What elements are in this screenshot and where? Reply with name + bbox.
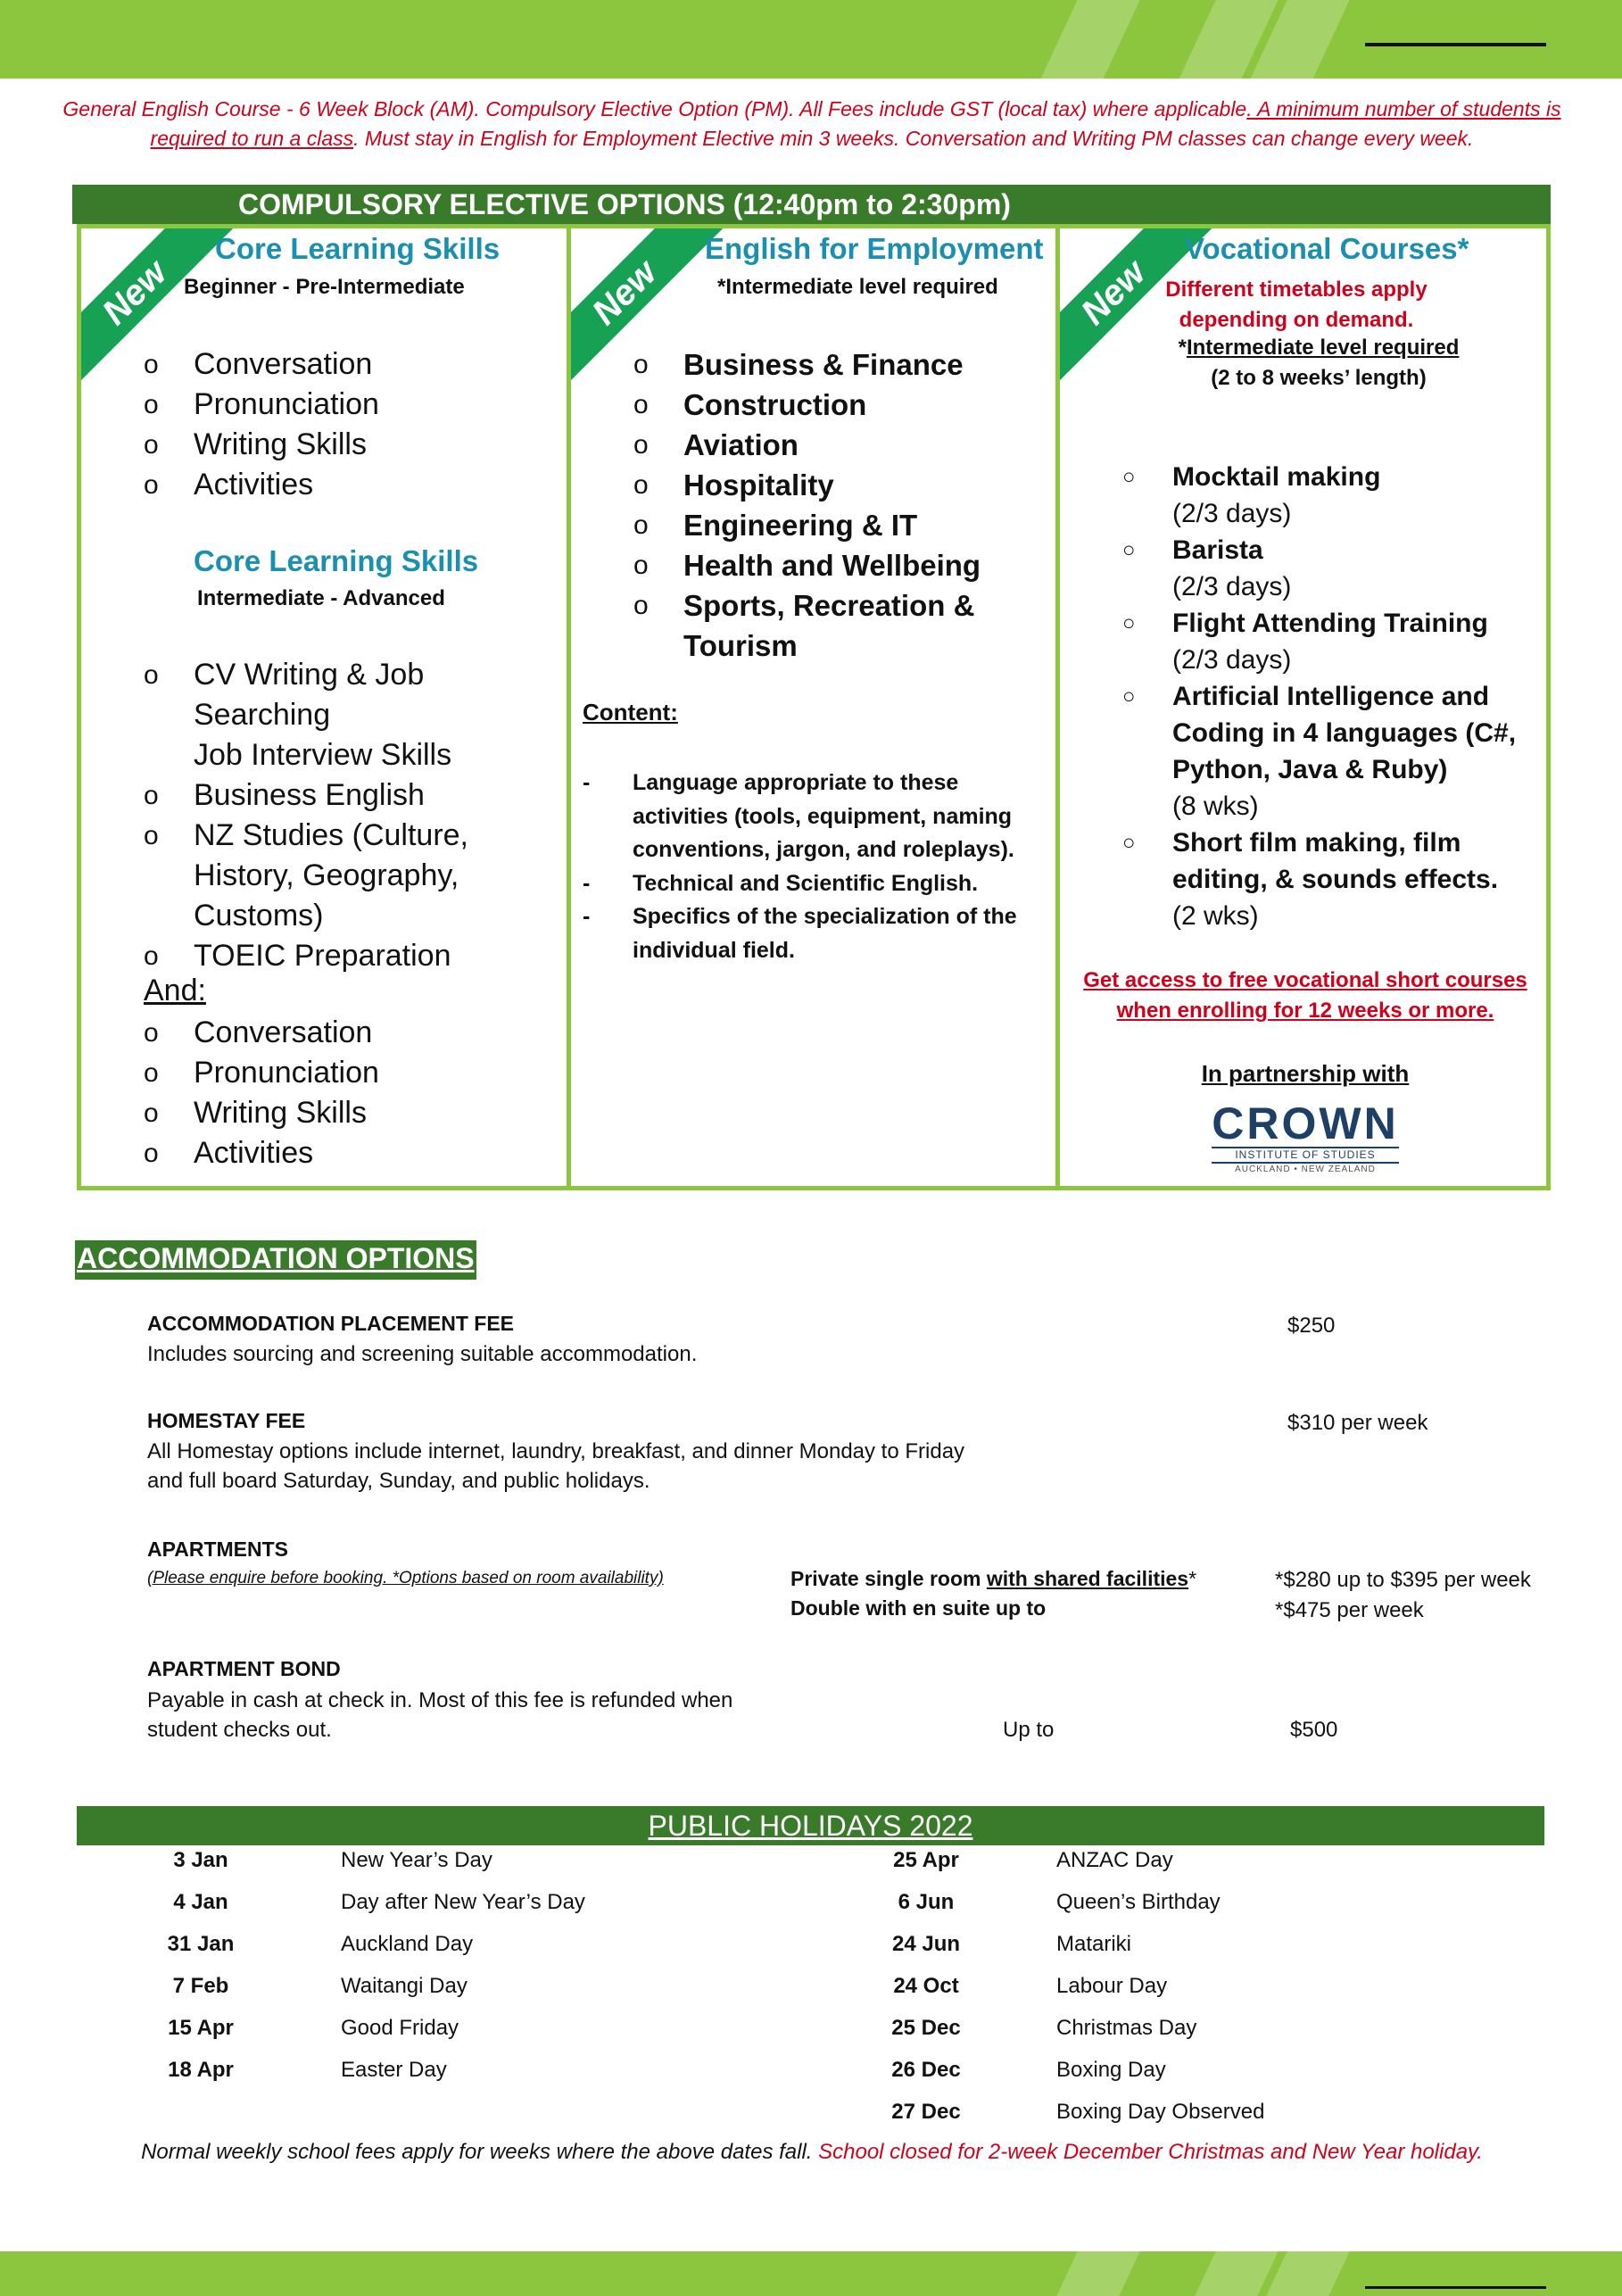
list-item: - Specifics of the specialization of the — [583, 904, 1017, 929]
holiday-name: Waitangi Day — [341, 1974, 468, 1998]
bottom-banner — [0, 2251, 1622, 2296]
core-beginner-list — [144, 344, 379, 505]
new-ribbon: New — [1055, 224, 1212, 392]
list-item: ○ Short film making, film editing, & sounds effects. (2 wks) — [1122, 828, 1499, 931]
holiday-name: ANZAC Day — [1056, 1848, 1173, 1872]
holiday-date: 4 Jan — [173, 1890, 228, 1914]
holiday-date: 18 Apr — [168, 2058, 234, 2082]
list-item: History, Geography, — [194, 858, 459, 892]
list-item: o Pronunciation — [144, 1056, 379, 1090]
list-item: ○ Artificial Intelligence and Coding in 4 languages (C#, Python, Java & Ruby) (8 wks) — [1122, 682, 1517, 821]
and-label: And: — [144, 974, 206, 1007]
intro-part-3: . Must stay in English for Employment Elective min 3 weeks. Conversation and Writing PM classes can change every week. — [353, 127, 1474, 150]
new-ribbon: New — [77, 224, 234, 392]
holiday-name: Matariki — [1056, 1932, 1132, 1956]
list-item: o Engineering & IT — [633, 509, 918, 542]
holiday-name: Easter Day — [341, 2058, 447, 2082]
list-item: Job Interview Skills — [194, 738, 452, 772]
apartment-bond-description: Payable in cash at check in. Most of this fee is refunded when student checks out. — [147, 1688, 733, 1742]
list-item: - Technical and Scientific English. — [583, 870, 979, 896]
crown-logo-text: CROWN — [1212, 1098, 1399, 1148]
column-title: Vocational Courses* — [1185, 232, 1469, 265]
column-subtitle: *Intermediate level required — [717, 275, 998, 299]
free-courses-note: Get access to free vocational short courses when enrolling for 12 weeks or more. — [1083, 968, 1527, 1023]
apartment-bond-upto: Up to — [1003, 1718, 1055, 1742]
level-requirement: *Intermediate level required — [1178, 336, 1460, 360]
list-item: ○ Flight Attending Training (2/3 days) — [1122, 609, 1488, 675]
list-item: o Writing Skills — [144, 427, 367, 461]
banner-stripe — [1011, 0, 1148, 79]
holiday-name: Boxing Day Observed — [1056, 2100, 1265, 2124]
list-item: o CV Writing & Job Searching — [144, 658, 425, 732]
elective-column-english-employment — [567, 224, 1060, 1190]
holiday-name: Christmas Day — [1056, 2016, 1197, 2040]
banner-stripe — [1149, 2251, 1287, 2296]
banner-stripe — [1011, 2251, 1148, 2296]
list-item: o Construction — [633, 388, 867, 421]
apartment-price-single: *$280 up to $395 per week — [1275, 1568, 1531, 1592]
footer-note-text: Normal weekly school fees apply for weeks where the above dates fall. — [141, 2140, 819, 2164]
holiday-date: 24 Oct — [893, 1974, 959, 1998]
apartment-option-double: Double with en suite up to — [790, 1596, 1047, 1620]
list-item: o Hospitality — [633, 468, 834, 501]
homestay-fee-description: All Homestay options include internet, laundry, breakfast, and dinner Monday to Friday and full board Saturday, Sunday, and public holidays. — [147, 1439, 965, 1493]
apartment-price-double: *$475 per week — [1275, 1598, 1424, 1622]
holiday-date: 27 Dec — [891, 2100, 961, 2124]
holiday-name: Good Friday — [341, 2016, 459, 2040]
timetable-note: Different timetables apply depending on demand. — [1165, 278, 1428, 332]
crown-logo-location: AUCKLAND • NEW ZEALAND — [1235, 1165, 1376, 1174]
list-item: o TOEIC Preparation — [144, 939, 451, 973]
footer-closure-text: School closed for 2-week December Christmas and New Year holiday. — [818, 2140, 1483, 2164]
holiday-name: Boxing Day — [1056, 2058, 1166, 2082]
homestay-fee-price: $310 per week — [1287, 1411, 1428, 1435]
column-subtitle-2: Intermediate - Advanced — [197, 586, 445, 610]
column-title: English for Employment — [705, 232, 1044, 265]
course-length: (2 to 8 weeks’ length) — [1211, 366, 1427, 390]
placement-fee-title: ACCOMMODATION PLACEMENT FEE — [147, 1312, 515, 1335]
holiday-footer-note — [54, 2140, 1570, 2165]
column-title-2: Core Learning Skills — [194, 544, 479, 577]
column-subtitle: Beginner - Pre-Intermediate — [184, 275, 465, 299]
holiday-name: Day after New Year’s Day — [341, 1890, 585, 1914]
list-item: conventions, jargon, and roleplays). — [633, 837, 1014, 862]
list-item: o Conversation — [144, 347, 373, 381]
holiday-date: 25 Dec — [891, 2016, 961, 2040]
top-banner — [0, 0, 1622, 79]
holiday-date: 6 Jun — [898, 1890, 955, 1914]
apartment-option-single: Private single room with shared facilities* — [790, 1567, 1197, 1590]
vocational-courses-list — [1122, 459, 1516, 934]
list-item: o Business & Finance — [633, 348, 964, 381]
intro-note — [54, 95, 1570, 153]
column-title: Core Learning Skills — [215, 232, 501, 265]
list-item: o NZ Studies (Culture, — [144, 818, 468, 852]
holiday-name: Auckland Day — [341, 1932, 474, 1956]
holiday-date: 25 Apr — [893, 1848, 959, 1872]
content-list — [583, 767, 1017, 967]
holiday-name: New Year’s Day — [341, 1848, 492, 1872]
list-item: activities (tools, equipment, naming — [633, 803, 1013, 829]
holiday-date: 24 Jun — [891, 1932, 961, 1956]
new-ribbon: New — [567, 224, 724, 392]
list-item: o Activities — [144, 1136, 314, 1170]
placement-fee-description: Includes sourcing and screening suitable accommodation. — [147, 1342, 698, 1366]
list-item: o Business English — [144, 778, 425, 812]
apartments-note: (Please enquire before booking. *Options based on room availability) — [147, 1569, 664, 1587]
apartment-bond-price: $500 — [1290, 1718, 1338, 1742]
header-rule — [1365, 43, 1546, 46]
placement-fee-price: $250 — [1287, 1314, 1336, 1338]
elective-column-vocational — [1055, 224, 1551, 1190]
employment-fields-list — [633, 344, 981, 666]
intro-part-2: . A minimum number of students is required to run a class — [150, 97, 1561, 150]
apartments-title: APARTMENTS — [147, 1538, 289, 1561]
list-item: o Pronunciation — [144, 387, 379, 421]
partnership-label: In partnership with — [1201, 1060, 1410, 1087]
crown-logo-subtitle: INSTITUTE OF STUDIES — [1212, 1147, 1399, 1164]
accommodation-header: ACCOMMODATION OPTIONS — [75, 1240, 476, 1280]
content-label: Content: — [583, 699, 678, 725]
elective-column-core-learning — [77, 224, 571, 1190]
list-item: Customs) — [194, 899, 324, 932]
list-item: o Sports, Recreation & — [633, 589, 975, 622]
list-item: o Activities — [144, 468, 314, 501]
footer-rule — [1365, 2286, 1546, 2289]
holiday-date: 31 Jan — [167, 1932, 235, 1956]
list-item: ○ Mocktail making (2/3 days) — [1122, 462, 1381, 528]
holiday-date: 3 Jan — [173, 1848, 228, 1872]
crown-logo — [1212, 1100, 1399, 1176]
list-item: o Conversation — [144, 1015, 373, 1049]
list-item: o Aviation — [633, 428, 799, 461]
intro-part-1: General English Course - 6 Week Block (AM). Compulsory Elective Option (PM). All Fees include GST (local tax) where applicable — [62, 97, 1247, 120]
elective-options-header — [72, 185, 1551, 224]
core-advanced-list — [144, 655, 567, 976]
homestay-fee-title: HOMESTAY FEE — [147, 1409, 306, 1432]
list-item: Tourism — [683, 629, 798, 662]
public-holidays-header: PUBLIC HOLIDAYS 2022 — [77, 1806, 1544, 1845]
list-item: ○ Barista (2/3 days) — [1122, 535, 1292, 601]
list-item: - Language appropriate to these — [583, 770, 959, 795]
holiday-name: Queen’s Birthday — [1056, 1890, 1221, 1914]
holiday-date: 15 Apr — [168, 2016, 234, 2040]
apartment-bond-title: APARTMENT BOND — [147, 1657, 341, 1680]
list-item: o Writing Skills — [144, 1096, 367, 1130]
holiday-date: 26 Dec — [891, 2058, 961, 2082]
core-and-list — [144, 1013, 379, 1173]
list-item: individual field. — [633, 937, 795, 963]
holiday-name: Labour Day — [1056, 1974, 1168, 1998]
elective-options-title: COMPULSORY ELECTIVE OPTIONS (12:40pm to 2:30pm) — [238, 188, 1011, 220]
list-item: o Health and Wellbeing — [633, 549, 981, 582]
holiday-date: 7 Feb — [172, 1974, 229, 1998]
